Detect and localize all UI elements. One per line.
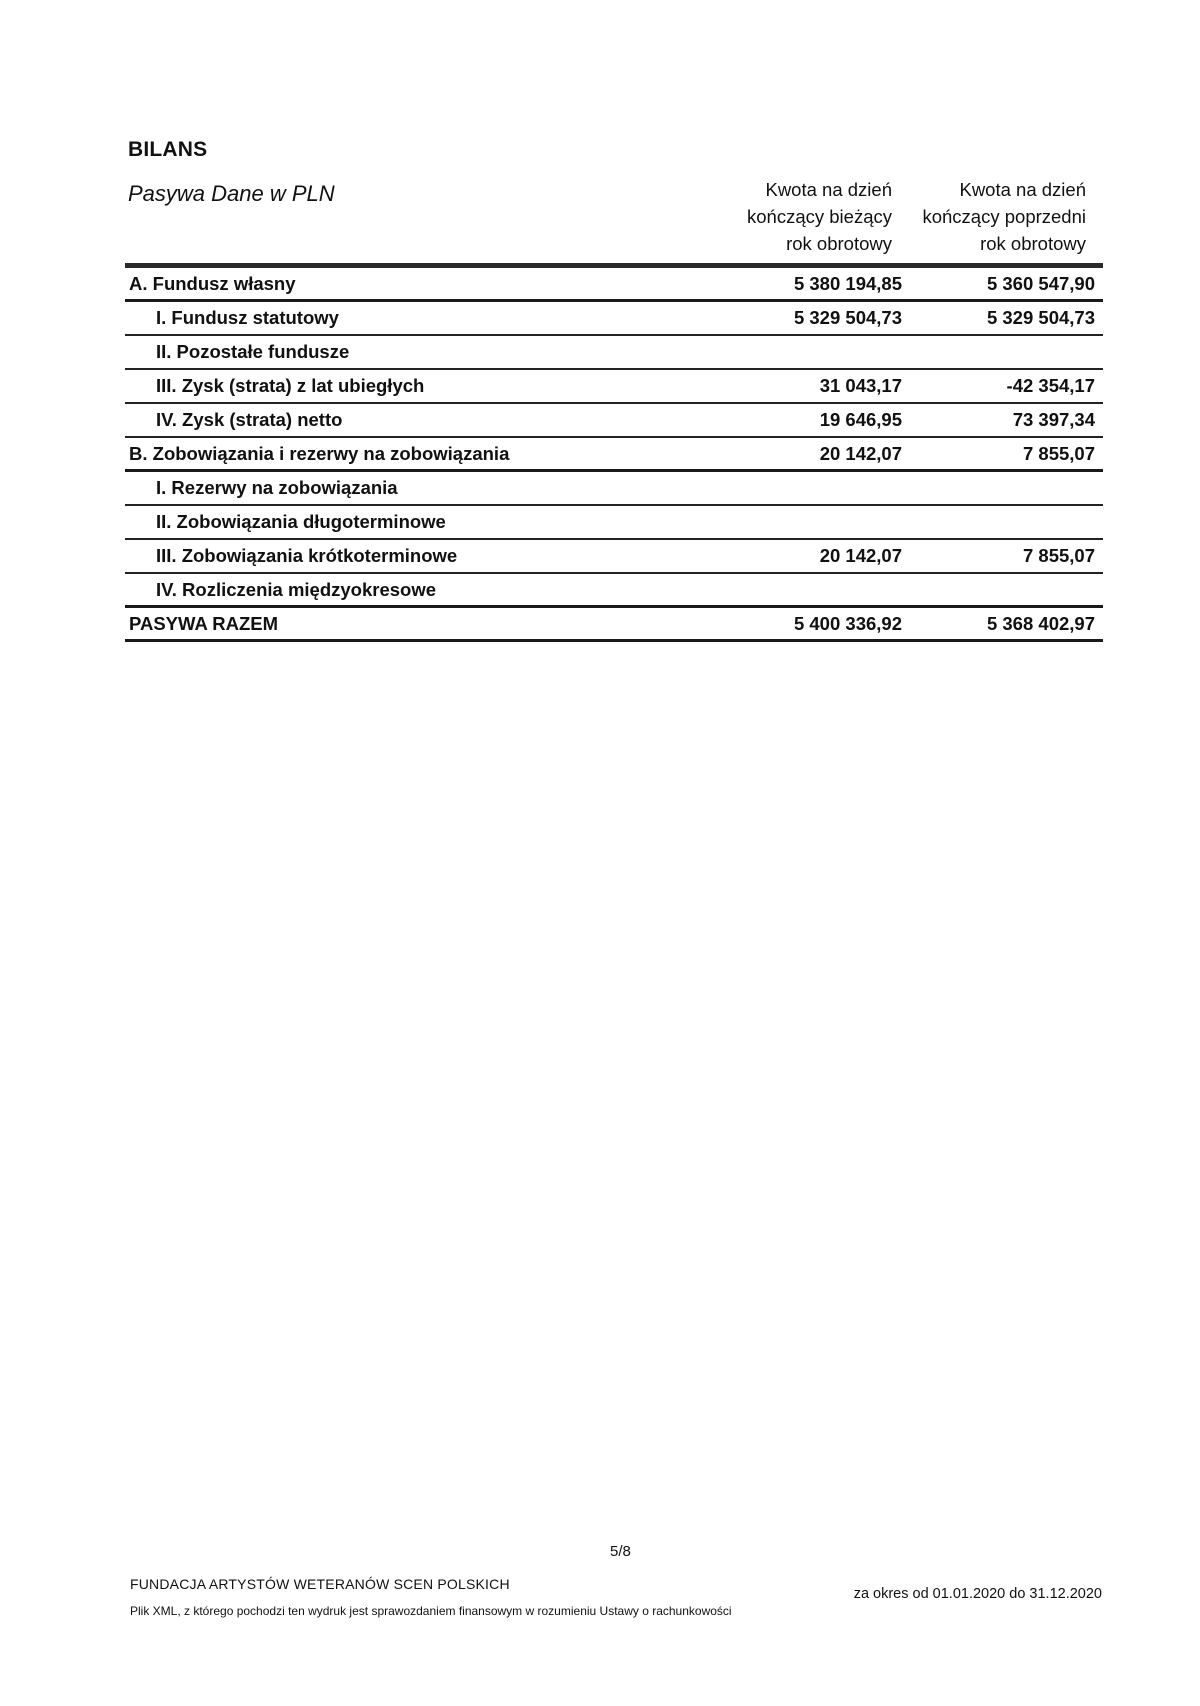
row-value-previous: 5 368 402,97 xyxy=(986,613,1095,634)
liabilities-table xyxy=(125,263,1103,642)
row-value-current: 19 646,95 xyxy=(819,409,902,430)
row-value-current: 5 400 336,92 xyxy=(793,613,902,634)
row-value-current: 5 380 194,85 xyxy=(793,273,902,294)
row-value-previous: 73 397,34 xyxy=(1012,409,1095,430)
row-value-current: 5 329 504,73 xyxy=(793,307,902,328)
row-label: IV. Rozliczenia międzyokresowe xyxy=(156,579,437,600)
row-value-previous: 7 855,07 xyxy=(1022,545,1095,566)
column-header-line: Kwota na dzień xyxy=(765,179,892,200)
row-label: II. Pozostałe fundusze xyxy=(156,341,350,362)
column-header-line: kończący bieżący xyxy=(747,206,892,227)
row-label: PASYWA RAZEM xyxy=(129,613,279,634)
document-title: BILANS xyxy=(128,138,208,161)
table-row-zysk-netto xyxy=(125,404,1103,438)
row-value-current: 31 043,17 xyxy=(819,375,902,396)
column-header-line: rok obrotowy xyxy=(786,233,892,254)
row-label: IV. Zysk (strata) netto xyxy=(156,409,343,430)
table-row-rozliczenia-miedzyokresowe xyxy=(125,574,1103,608)
column-header-current-year xyxy=(702,176,892,257)
footer-period: za okres od 01.01.2020 do 31.12.2020 xyxy=(853,1586,1102,1602)
table-row-zobowiazania-krotkoterminowe xyxy=(125,540,1103,574)
table-row-rezerwy xyxy=(125,472,1103,506)
column-header-line: kończący poprzedni xyxy=(922,206,1086,227)
row-value-current: 20 142,07 xyxy=(819,545,902,566)
row-value-previous: -42 354,17 xyxy=(1006,375,1095,396)
table-row-pasywa-razem xyxy=(125,608,1103,642)
footer-organization: FUNDACJA ARTYSTÓW WETERANÓW SCEN POLSKICH xyxy=(130,1576,510,1592)
document-subtitle: Pasywa Dane w PLN xyxy=(128,181,335,206)
table-row-fundusz-wlasny xyxy=(125,268,1103,302)
row-label: III. Zobowiązania krótkoterminowe xyxy=(156,545,458,566)
row-label: III. Zysk (strata) z lat ubiegłych xyxy=(156,375,425,396)
table-row-pozostale-fundusze xyxy=(125,336,1103,370)
row-label: I. Fundusz statutowy xyxy=(156,307,339,328)
row-value-previous: 5 360 547,90 xyxy=(986,273,1095,294)
row-value-previous: 7 855,07 xyxy=(1022,443,1095,464)
footer-note: Plik XML, z którego pochodzi ten wydruk jest sprawozdaniem finansowym w rozumieniu Ustawy o rachunkowości xyxy=(130,1604,732,1618)
row-label: II. Zobowiązania długoterminowe xyxy=(156,511,446,532)
column-header-previous-year xyxy=(886,176,1086,257)
row-value-previous: 5 329 504,73 xyxy=(986,307,1095,328)
row-value-current: 20 142,07 xyxy=(819,443,902,464)
row-label: I. Rezerwy na zobowiązania xyxy=(156,477,398,498)
table-row-zobowiazania-dlugoterminowe xyxy=(125,506,1103,540)
table-row-zysk-lat-ubieglych xyxy=(125,370,1103,404)
column-header-line: Kwota na dzień xyxy=(959,179,1086,200)
table-row-fundusz-statutowy xyxy=(125,302,1103,336)
row-label: B. Zobowiązania i rezerwy na zobowiązania xyxy=(129,443,510,464)
column-header-line: rok obrotowy xyxy=(980,233,1086,254)
page-number: 5/8 xyxy=(610,1543,631,1560)
table-row-zobowiazania-i-rezerwy xyxy=(125,438,1103,472)
row-label: A. Fundusz własny xyxy=(129,273,296,294)
